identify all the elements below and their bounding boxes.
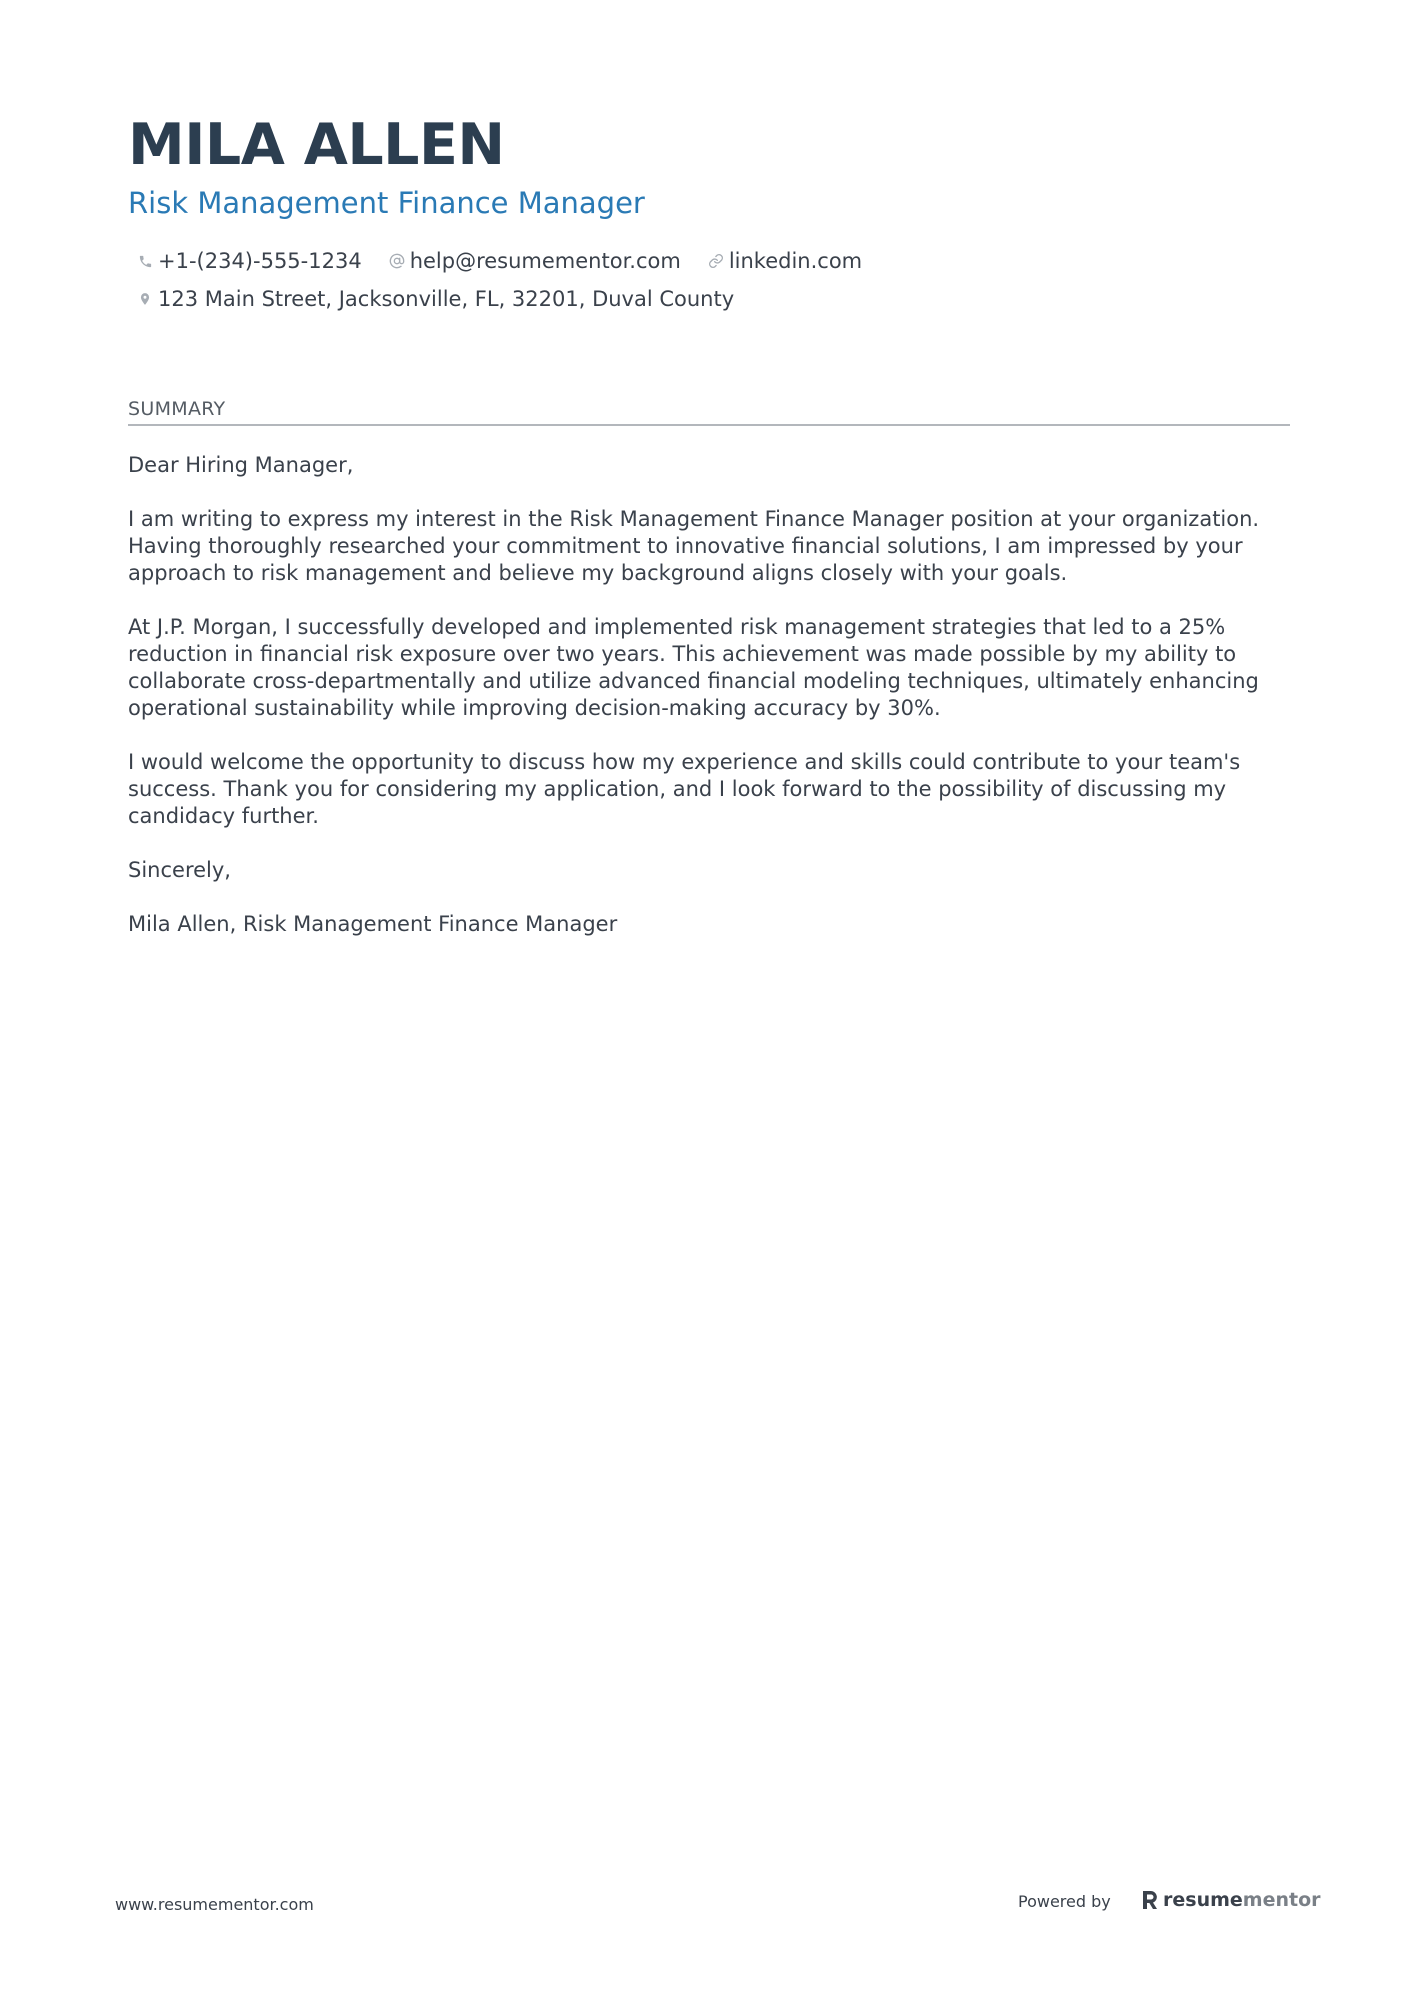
section-divider bbox=[128, 424, 1290, 426]
brand-name-part1: resume bbox=[1163, 1889, 1243, 1911]
letter-paragraph: I would welcome the opportunity to discuss how my experience and skills could contribute to your team's success. Thank you for considering my application, and I look forward to the possibility of discussing my candidacy further. bbox=[128, 750, 1241, 828]
summary-heading: SUMMARY bbox=[128, 398, 226, 420]
contact-phone bbox=[136, 246, 362, 276]
phone-value: +1-(234)-555-1234 bbox=[158, 249, 362, 273]
contact-row-address bbox=[136, 284, 760, 314]
at-icon bbox=[388, 252, 406, 270]
link-icon bbox=[707, 252, 725, 270]
email-value[interactable]: help@resumementor.com bbox=[409, 249, 681, 273]
letter-signature: Mila Allen, Risk Management Finance Manager bbox=[128, 912, 618, 936]
contact-address bbox=[136, 284, 734, 314]
letter-greeting: Dear Hiring Manager, bbox=[128, 453, 354, 477]
candidate-job-title: Risk Management Finance Manager bbox=[128, 186, 645, 220]
powered-by-label: Powered by bbox=[1018, 1892, 1111, 1911]
resumementor-logo-icon bbox=[1141, 1889, 1159, 1911]
contact-row-primary bbox=[136, 246, 888, 276]
letter-closing: Sincerely, bbox=[128, 858, 231, 882]
letter-paragraph: At J.P. Morgan, I successfully developed and implemented risk management strategies that led to a 25% reduction in financial risk exposure over two years. This achievement was made possible by my ability to collaborate cross-departmentally and utilize advanced financial modeling techniques, ultimately enhancing operational sustainability while improving decision-making accuracy by 30%. bbox=[128, 615, 1259, 720]
phone-icon bbox=[136, 252, 154, 270]
map-pin-icon bbox=[136, 290, 154, 308]
candidate-name: MILA ALLEN bbox=[128, 112, 505, 178]
letter-paragraph: I am writing to express my interest in the Risk Management Finance Manager position at your organization. Having thoroughly researched your commitment to innovative financial solutions, I am impressed by your approach to risk management and believe my background aligns closely with your goals. bbox=[128, 507, 1260, 585]
website-value[interactable]: linkedin.com bbox=[728, 249, 863, 273]
contact-website bbox=[707, 246, 862, 276]
address-value: 123 Main Street, Jacksonville, FL, 32201, Duval County bbox=[158, 287, 735, 311]
contact-email bbox=[388, 246, 681, 276]
footer-website-link[interactable]: www.resumementor.com bbox=[115, 1895, 314, 1914]
brand-name-part2: mentor bbox=[1242, 1889, 1321, 1911]
brand-logo[interactable] bbox=[1141, 1887, 1321, 1913]
letter-body bbox=[128, 452, 1290, 965]
